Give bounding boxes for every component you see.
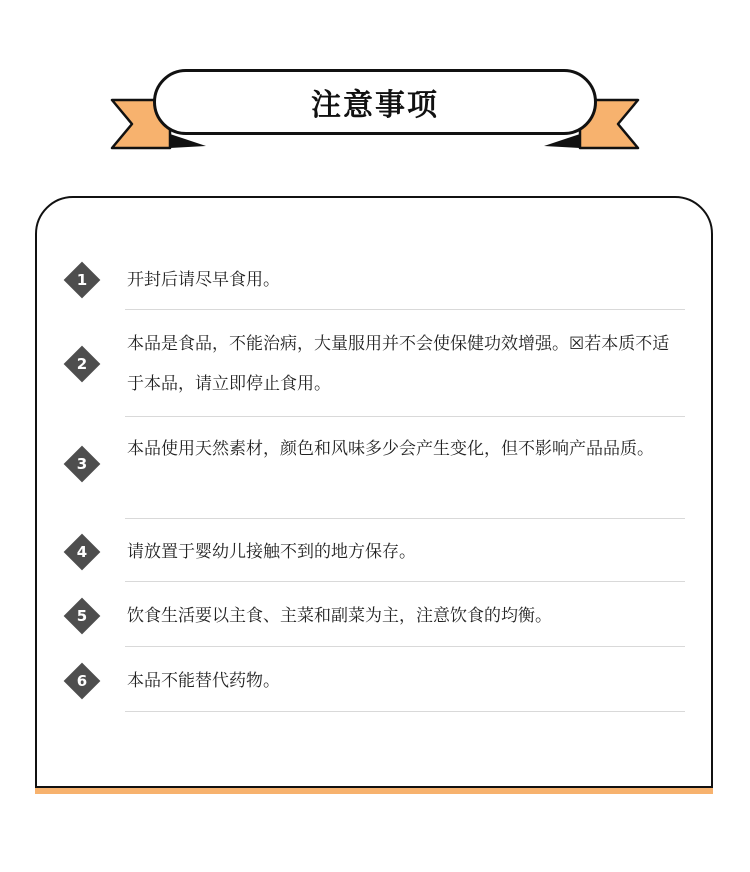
number-badge: 2	[64, 346, 100, 382]
number-badge: 6	[64, 663, 100, 699]
item-text: 饮食生活要以主食、主菜和副菜为主，注意饮食的均衡。	[127, 606, 552, 626]
divider	[125, 646, 685, 647]
title-pill	[153, 69, 597, 135]
page-title: 注意事项	[311, 88, 439, 123]
divider	[125, 416, 685, 417]
item-text: 本品不能替代药物。	[127, 671, 280, 691]
number-badge: 4	[64, 534, 100, 570]
number-badge: 3	[64, 446, 100, 482]
divider	[125, 309, 685, 310]
divider	[125, 581, 685, 582]
title-banner	[0, 0, 750, 160]
item-text: 开封后请尽早食用。	[127, 270, 280, 290]
item-text: 本品使用天然素材，颜色和风味多少会产生变化，但不影响产品品质。	[127, 439, 654, 459]
number-badge: 1	[64, 262, 100, 298]
divider	[125, 518, 685, 519]
card-accent-bar	[35, 787, 713, 794]
divider	[125, 711, 685, 712]
notice-card	[35, 196, 713, 788]
item-text: 请放置于婴幼儿接触不到的地方保存。	[127, 542, 416, 562]
number-badge: 5	[64, 598, 100, 634]
item-text: 本品是食品，不能治病，大量服用并不会使保健功效增强。☒若本质不适于本品，请立即停止食用。	[127, 334, 670, 394]
